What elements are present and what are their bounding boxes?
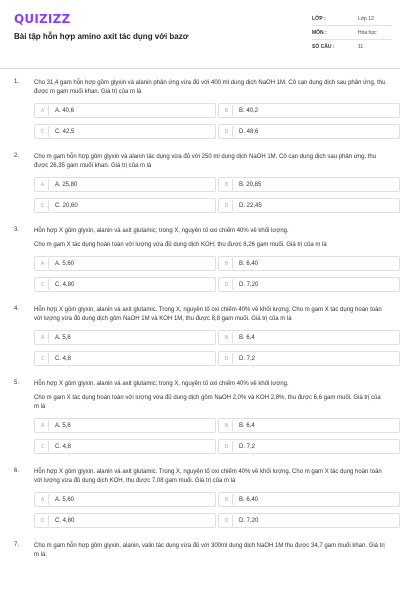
option-letter-box: D — [221, 279, 233, 290]
answer-option[interactable] — [34, 439, 216, 454]
meta-value: 11 — [358, 44, 364, 50]
worksheet-title: Bài tập hỗn hợp amino axit tác dụng với bazơ — [14, 32, 189, 41]
question-text: Hỗn hợp X gồm glyxin, alanin và axit glutamic; trong X, nguyên tố oxi chiếm 40% về khối lượng. — [34, 381, 289, 387]
answer-option[interactable] — [34, 418, 216, 433]
option-text: B. 20,85 — [239, 181, 262, 188]
meta-key: SỐ CÂU : — [312, 44, 335, 50]
option-letter-box: D — [221, 126, 233, 137]
answer-option[interactable] — [34, 256, 216, 271]
option-letter-box: D — [221, 200, 233, 211]
option-text: C. 42,5 — [55, 128, 75, 135]
option-letter-box: D — [221, 353, 233, 364]
option-text: C. 20,60 — [55, 202, 78, 209]
answer-option[interactable] — [34, 351, 216, 366]
option-text: A. 5,6 — [55, 334, 71, 341]
answer-option[interactable] — [34, 103, 216, 118]
option-text: D. 7,2 — [239, 355, 256, 362]
answer-option[interactable] — [34, 124, 216, 139]
meta-value: Hóa học — [358, 29, 377, 36]
answer-option[interactable] — [218, 177, 400, 192]
option-letter-box: B — [221, 420, 233, 431]
option-text: D. 48,6 — [239, 128, 259, 135]
option-letter-box: D — [221, 441, 233, 452]
answer-options — [34, 177, 386, 213]
option-letter-box: B — [221, 332, 233, 343]
answer-option[interactable] — [218, 124, 400, 139]
option-letter-box: C — [37, 279, 49, 290]
answer-option[interactable] — [218, 330, 400, 345]
answer-option[interactable] — [34, 177, 216, 192]
answer-option[interactable] — [34, 277, 216, 292]
option-text: B. 6,40 — [239, 496, 259, 503]
answer-options — [34, 330, 386, 366]
question-number: 4. — [14, 306, 20, 312]
answer-options — [34, 103, 386, 139]
answer-option[interactable] — [218, 103, 400, 118]
answer-option[interactable] — [218, 351, 400, 366]
option-letter-box: B — [221, 179, 233, 190]
question-text: Cho m gam X tác dụng hoàn toàn với lượng vừa đủ dung dịch gồm NaOH 2,0% và KOH 2,8%, thu được 6,6 gam muối. Giá trị của m là — [34, 395, 381, 410]
option-letter-box: A — [37, 105, 49, 116]
option-letter-box: A — [37, 258, 49, 269]
question-number: 7. — [14, 542, 20, 548]
question-block — [0, 79, 400, 139]
option-letter-box: C — [37, 515, 49, 526]
question-block — [0, 380, 400, 454]
question-block — [0, 306, 400, 366]
option-text: B. 6,4 — [239, 334, 255, 341]
option-text: C. 4,80 — [55, 281, 75, 288]
question-block — [0, 468, 400, 528]
option-letter-box: C — [37, 126, 49, 137]
option-text: A. 5,60 — [55, 496, 75, 503]
question-number: 2. — [14, 153, 20, 159]
option-letter-box: B — [221, 494, 233, 505]
option-text: D. 22,45 — [239, 202, 262, 209]
answer-options — [34, 256, 386, 292]
meta-row-class — [312, 12, 392, 26]
option-letter-box: A — [37, 420, 49, 431]
answer-option[interactable] — [34, 198, 216, 213]
quizizz-logo: QUIZIZZ — [14, 12, 71, 26]
answer-options — [34, 492, 386, 528]
option-text: C. 4,8 — [55, 443, 72, 450]
option-text: D. 7,20 — [239, 517, 259, 524]
worksheet-header — [0, 0, 400, 68]
option-text: A. 5,6 — [55, 422, 71, 429]
option-text: A. 5,60 — [55, 260, 75, 267]
option-letter-box: C — [37, 353, 49, 364]
meta-value: Lớp 12 — [358, 15, 374, 22]
question-text: Cho m gam hỗn hợp gồm glyxin và alanin tác dụng vừa đủ với 250 ml dung dịch NaOH 1M. Cô cạn dung dịch sau phản ứng, thu được 26,35 gam muối khan. Giá trị của m là — [34, 154, 377, 169]
header-divider — [0, 68, 400, 69]
option-letter-box: D — [221, 515, 233, 526]
answer-options — [34, 418, 386, 454]
option-text: D. 7,20 — [239, 281, 259, 288]
question-number: 3. — [14, 227, 20, 233]
option-text: C. 4,8 — [55, 355, 72, 362]
question-block — [0, 153, 400, 213]
answer-option[interactable] — [218, 418, 400, 433]
question-text: Cho 31,4 gam hỗn hợp gồm glyxin và alanin phản ứng vừa đủ với 400 ml dung dịch NaOH 1M. Cô cạn dung dịch sau phản ứng, thu được m gam muối khan. Giá trị của m là — [34, 80, 386, 95]
question-text: Hỗn hợp X gồm glyxin, alanin và axit glutamic; trong X, nguyên tố oxi chiếm 40% về khối lượng. — [34, 228, 289, 234]
option-text: D. 7,2 — [239, 443, 256, 450]
answer-option[interactable] — [218, 277, 400, 292]
question-number: 1. — [14, 79, 20, 85]
answer-option[interactable] — [218, 439, 400, 454]
question-block — [0, 227, 400, 292]
option-text: B. 6,40 — [239, 260, 259, 267]
answer-option[interactable] — [218, 256, 400, 271]
answer-option[interactable] — [218, 198, 400, 213]
option-letter-box: A — [37, 179, 49, 190]
question-text: Cho m gam hỗn hợp gồm glyxin, alanin, valin tác dụng vừa đủ với 300ml dung dịch NaOH 1M thu được 34,7 gam muối khan. Giá trị m là: — [34, 543, 385, 558]
answer-option[interactable] — [218, 492, 400, 507]
meta-row-subject — [312, 26, 392, 40]
option-text: C. 4,80 — [55, 517, 75, 524]
option-letter-box: A — [37, 494, 49, 505]
worksheet-meta — [312, 12, 392, 54]
option-letter-box: B — [221, 105, 233, 116]
question-list — [0, 74, 400, 560]
option-text: A. 40,6 — [55, 107, 75, 114]
answer-option[interactable] — [34, 513, 216, 528]
answer-option[interactable] — [34, 492, 216, 507]
question-block — [0, 542, 400, 560]
question-text: Hỗn hợp X gồm glyxin, alanin và axit glutamic. Trong X, nguyên tố oxi chiếm 40% về khối lượng. Cho m gam X tác dụng hoàn toàn với lượng vừa đủ dung dịch KOH, thu được 7,08 gam muối. Giá trị của m là — [34, 469, 382, 484]
answer-option[interactable] — [34, 330, 216, 345]
option-letter-box: B — [221, 258, 233, 269]
question-number: 6. — [14, 468, 20, 474]
option-text: B. 40,2 — [239, 107, 259, 114]
option-letter-box: C — [37, 441, 49, 452]
option-text: B. 6,4 — [239, 422, 255, 429]
question-text: Hỗn hợp X gồm glyxin, alanin và axit glutamic. Trong X, nguyên tố oxi chiếm 40% về khối lượng. Cho m gam X tác dụng hoàn toàn với lượng vừa đủ dung dịch gồm NaOH 1M và KOH 1M, thu được 8,8 gam muối. Giá trị của m là — [34, 307, 382, 322]
question-number: 5. — [14, 380, 20, 386]
meta-key: MÔN : — [312, 29, 327, 36]
meta-key: LỚP : — [312, 15, 326, 22]
question-text: Cho m gam X tác dụng hoàn toàn với lượng vừa đủ dung dịch KOH, thu được 8,26 gam muối. Giá trị của m là — [34, 242, 327, 248]
answer-option[interactable] — [218, 513, 400, 528]
option-text: A. 25,80 — [55, 181, 78, 188]
meta-row-question-count — [312, 40, 392, 54]
option-letter-box: A — [37, 332, 49, 343]
option-letter-box: C — [37, 200, 49, 211]
